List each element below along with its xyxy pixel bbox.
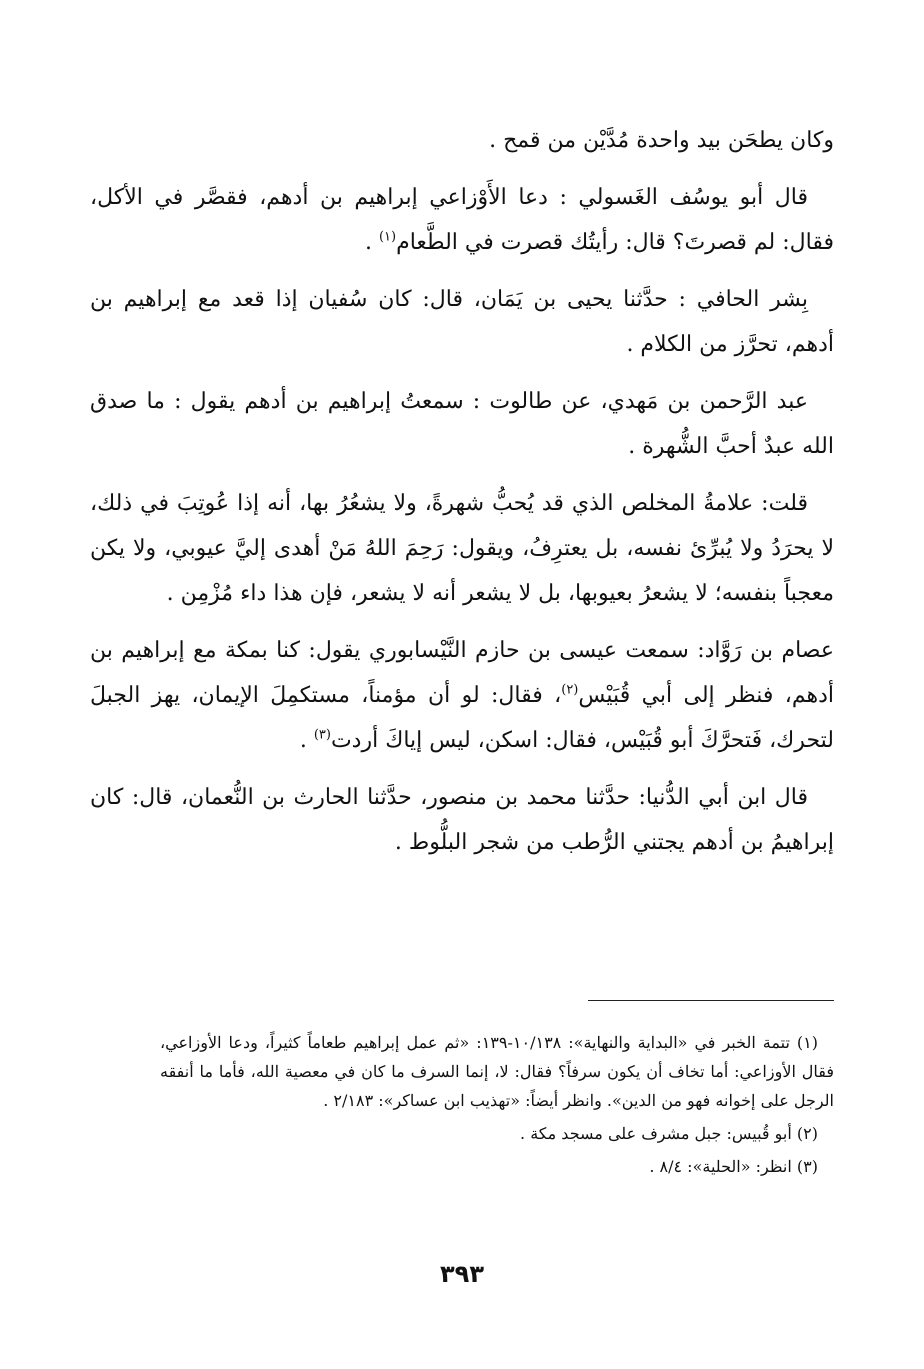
paragraph-1: وكان يطحَن بيد واحدة مُدَّيْن من قمح . [489, 128, 834, 153]
footnote-divider [588, 1000, 834, 1001]
paragraph-5: قلت: علامةُ المخلص الذي قد يُحبُّ شهرةً، ولا يشعُرُ بها، أنه إذا عُوتِبَ في ذلك، لا يحرَدُ ولا يُبرِّئ نفسه، بل يعترِفُ، ويقول: رَحِمَ اللهُ مَنْ أهدى إليَّ عيوبي، ولا يكن معجباً بنفسه؛ لا يشعرُ بعيوبها، بل لا يشعر أنه لا يشعر، فإن هذا داء مُزْمِن . [90, 491, 834, 606]
paragraph-3: بِشر الحافي : حدَّثنا يحيى بن يَمَان، قال: كان سُفيان إذا قعد مع إبراهيم بن أدهم، تحرَّز من الكلام . [90, 287, 834, 357]
main-text [90, 118, 834, 877]
footnote-ref-1: (١) [378, 229, 397, 245]
footnote-2: (٢) أبو قُبيس: جبل مشرف على مسجد مكة . [520, 1124, 818, 1143]
footnote-3: (٣) انظر: «الحلية»: ٨/٤ . [649, 1157, 818, 1176]
paragraph-4: عبد الرَّحمن بن مَهدي، عن طالوت : سمعتُ إبراهيم بن أدهم يقول : ما صدق الله عبدٌ أحبَّ الشُّهرة . [90, 389, 834, 459]
page-number: ٣٩٣ [440, 1260, 484, 1288]
paragraph-7: قال ابن أبي الدُّنيا: حدَّثنا محمد بن منصور، حدَّثنا الحارث بن النُّعمان، قال: كان إبراهيمُ بن أدهم يجتني الرُّطب من شجر البلُّوط . [90, 785, 834, 855]
footnote-ref-2: (٢) [561, 682, 579, 698]
footnote-1: (١) تتمة الخبر في «البداية والنهاية»: ١٠/١٣٨-١٣٩: «ثم عمل إبراهيم طعاماً كثيراً، ودعا الأوزاعي، فقال الأوزاعي: أما تخاف أن يكون سرفاً؟ فقال: لا، إنما السرف ما كان في معصية الله، فأما ما أنفقه الرجل على إخوانه فهو من الدين». وانظر أيضاً: «تهذيب ابن عساكر»: ٢/١٨٣ . [160, 1033, 834, 1110]
paragraph-6: عصام بن رَوَّاد: سمعت عيسى بن حازم النَّيْسابوري يقول: كنا بمكة مع إبراهيم بن أدهم، فنظر إلى أبي قُبَيْس$^{(٢)}$، فقال: لو أن مؤمناً، مستكمِلَ الإيمان، يهز الجبلَ لتحرك، فَتحرَّكَ أبو قُبَيْس، فقال: اسكن، ليس إياكَ أردت$^{(٣)}$ . [90, 638, 834, 753]
paragraph-2: قال أبو يوسُف الغَسولي : دعا الأَوْزاعي إبراهيم بن أدهم، فقصَّر في الأكل، فقال: لم قصرتَ؟ قال: رأيتُك قصرت في الطَّعام$^{(١)}$ . [90, 185, 834, 255]
footnotes [160, 1028, 834, 1185]
footnote-ref-3: (٣) [313, 727, 331, 743]
